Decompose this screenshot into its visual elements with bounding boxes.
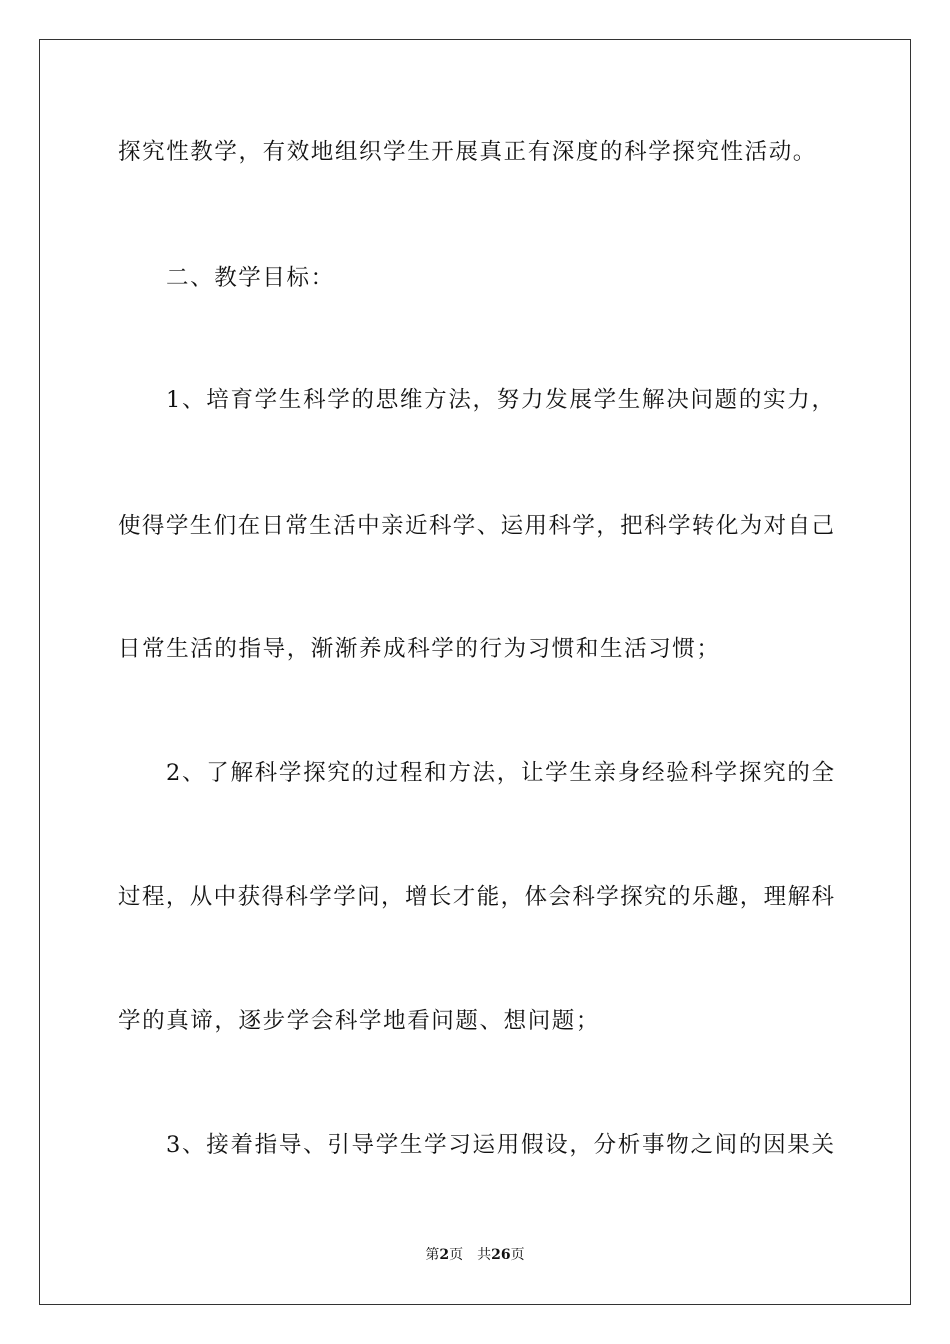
footer-page-suffix: 页 xyxy=(449,1247,464,1263)
footer-page-prefix: 第 xyxy=(425,1247,440,1263)
paragraph-line-4: 使得学生们在日常生活中亲近科学、运用科学，把科学转化为对自己 xyxy=(118,513,834,539)
section-heading-objectives: 二、教学目标： xyxy=(166,265,335,291)
page-frame xyxy=(39,39,911,1305)
paragraph-line-3: 1、培育学生科学的思维方法，努力发展学生解决问题的实力， xyxy=(166,387,834,413)
paragraph-line-7: 过程，从中获得科学学问，增长才能，体会科学探究的乐趣，理解科 xyxy=(118,884,834,910)
footer-page-total: 26 xyxy=(491,1247,511,1263)
paragraph-line-9: 3、接着指导、引导学生学习运用假设，分析事物之间的因果关 xyxy=(166,1132,834,1158)
paragraph-line-1: 探究性教学，有效地组织学生开展真正有深度的科学探究性活动。 xyxy=(118,139,817,165)
paragraph-line-8: 学的真谛，逐步学会科学地看问题、想问题； xyxy=(118,1008,601,1034)
page-footer xyxy=(0,1246,950,1264)
footer-page-current: 2 xyxy=(439,1247,450,1263)
footer-total-prefix: 共 xyxy=(477,1247,492,1263)
footer-total-suffix: 页 xyxy=(510,1247,525,1263)
paragraph-line-5: 日常生活的指导，渐渐养成科学的行为习惯和生活习惯； xyxy=(118,636,721,662)
paragraph-line-6: 2、了解科学探究的过程和方法，让学生亲身经验科学探究的全 xyxy=(166,760,834,786)
